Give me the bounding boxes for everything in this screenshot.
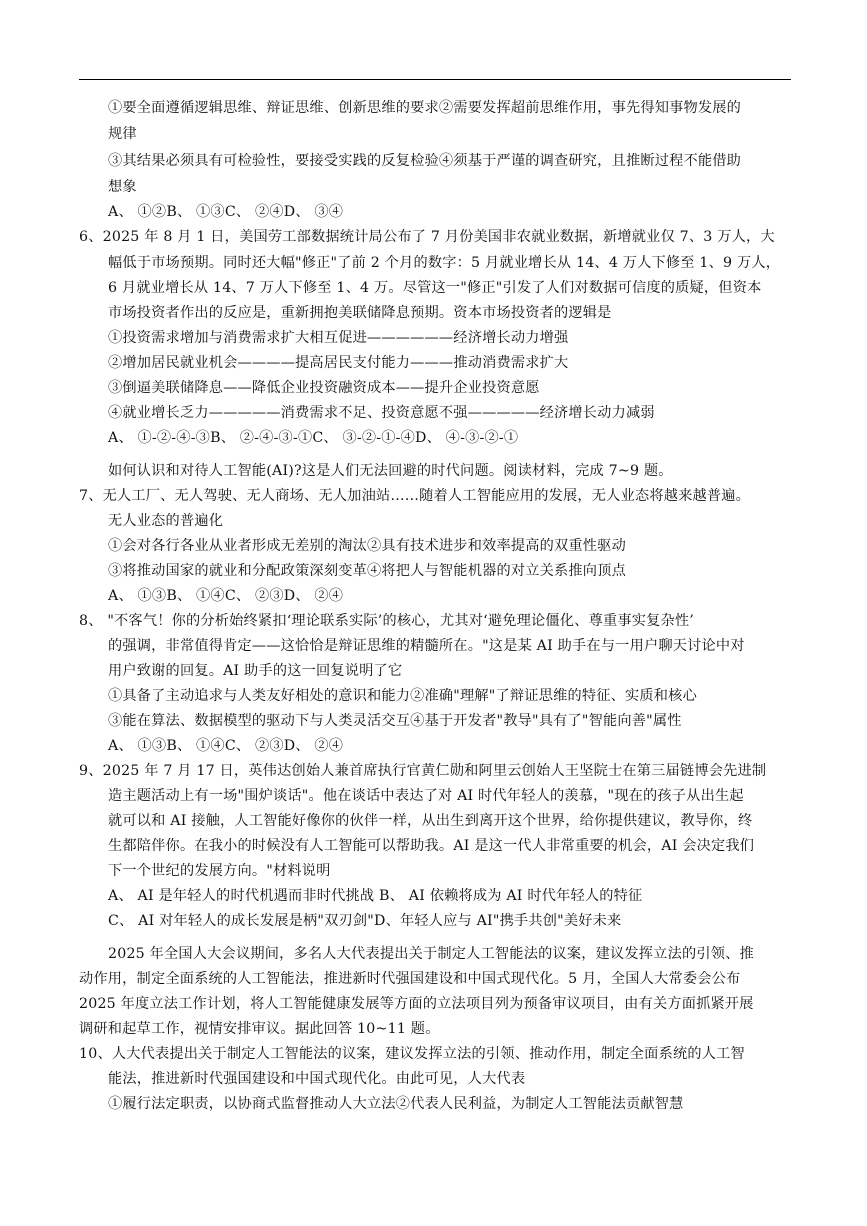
q5-option-line-2-cont: 想象 — [108, 179, 137, 195]
q6-stem-line-4: 市场投资者作出的反应是，重新拥抱美联储降息预期。资本市场投资者的逻辑是 — [108, 305, 612, 321]
q5-answer-choices: A、 ①②B、 ①③C、 ②④D、 ③④ — [108, 204, 344, 220]
q8-stem-line-1: 8、 "不客气！你的分析始终紧扣‘理论联系实际’的核心，尤其对‘避免理论僵化、尊重事实复杂性’ — [79, 613, 695, 629]
material-intro-7-9: 如何认识和对待人工智能(AI)?这是人们无法回避的时代问题。阅读材料，完成 7~9 题。 — [108, 463, 673, 479]
q7-options-line-2: ③将推动国家的就业和分配政策深刻变革④将把人与智能机器的对立关系推向顶点 — [108, 563, 626, 579]
material-intro-10-11-line-1: 2025 年全国人大会议期间，多名人大代表提出关于制定人工智能法的议案，建议发挥立法的引领、推 — [108, 946, 754, 962]
q9-stem-line-1: 9、2025 年 7 月 17 日，英伟达创始人兼首席执行官黄仁勋和阿里云创始人王坚院士在第三届链博会先进制 — [79, 763, 767, 779]
q7-stem-line-2: 无人业态的普遍化 — [108, 513, 224, 529]
q5-option-line-1: ①要全面遵循逻辑思维、辩证思维、创新思维的要求②需要发挥超前思维作用，事先得知事物发展的 — [108, 100, 742, 116]
q6-stem-line-1: 6、2025 年 8 月 1 日，美国劳工部数据统计局公布了 7 月份美国非农就业数据，新增就业仅 7、3 万人，大 — [79, 229, 775, 245]
q6-option-4: ④就业增长乏力—————消费需求不足、投资意愿不强—————经济增长动力减弱 — [108, 405, 655, 421]
q5-option-line-1-cont: 规律 — [108, 126, 137, 142]
q6-stem-line-2: 幅低于市场预期。同时还大幅"修正"了前 2 个月的数字：5 月就业增长从 14、4 万人下修至 1、9 万人， — [108, 255, 781, 271]
q9-stem-line-2: 造主题活动上有一场"围炉谈话"。他在谈话中表达了对 AI 时代年轻人的羡慕，"现在的孩子从出生起 — [108, 788, 744, 804]
material-intro-10-11-line-4: 调研和起草工作，视情安排审议。据此回答 10~11 题。 — [79, 1021, 440, 1037]
material-intro-10-11-line-2: 动作用，制定全面系统的人工智能法，推进新时代强国建设和中国式现代化。5 月，全国人大常委会公布 — [79, 971, 741, 987]
q6-option-2: ②增加居民就业机会————提高居民支付能力———推动消费需求扩大 — [108, 355, 569, 371]
q6-stem-line-3: 6 月就业增长从 14、7 万人下修至 1、4 万。尽管这一"修正"引发了人们对数据可信度的质疑，但资本 — [108, 280, 762, 296]
q8-options-line-2: ③能在算法、数据模型的驱动下与人类灵活交互④基于开发者"教导"具有了"智能向善"属性 — [108, 713, 682, 729]
q6-answer-choices: A、 ①-②-④-③B、 ②-④-③-①C、 ③-②-①-④D、 ④-③-②-① — [108, 430, 519, 446]
q5-option-line-2: ③其结果必须具有可检验性，要接受实践的反复检验④须基于严谨的调查研究，且推断过程不能借助 — [108, 153, 742, 169]
q9-stem-line-5: 下一个世纪的发展方向。"材料说明 — [108, 863, 331, 879]
q9-answer-choices-cd: C、 AI 对年轻人的成长发展是柄"双刃剑"D、年轻人应与 AI"携手共创"美好未来 — [108, 913, 622, 929]
q9-stem-line-3: 就可以和 AI 接触，人工智能好像你的伙伴一样，从出生到离开这个世界，给你提供建议，教导你，终 — [108, 813, 753, 829]
q8-options-line-1: ①具备了主动追求与人类友好相处的意识和能力②准确"理解"了辩证思维的特征、实质和核心 — [108, 688, 697, 704]
q7-options-line-1: ①会对各行各业从业者形成无差别的淘汰②具有技术进步和效率提高的双重性驱动 — [108, 538, 626, 554]
q8-stem-line-3: 用户致谢的回复。AI 助手的这一回复说明了它 — [108, 663, 403, 679]
q6-option-3: ③倒逼美联储降息——降低企业投资融资成本——提升企业投资意愿 — [108, 380, 540, 396]
q10-stem-line-1: 10、人大代表提出关于制定人工智能法的议案，建议发挥立法的引领、推动作用，制定全面系统的人工智 — [79, 1046, 745, 1062]
q9-answer-choices-ab: A、 AI 是年轻人的时代机遇而非时代挑战 B、 AI 依赖将成为 AI 时代年轻人的特征 — [108, 888, 643, 904]
q6-option-1: ①投资需求增加与消费需求扩大相互促进——————经济增长动力增强 — [108, 330, 569, 346]
material-intro-10-11-line-3: 2025 年度立法工作计划，将人工智能健康发展等方面的立法项目列为预备审议项目，由有关方面抓紧开展 — [79, 996, 754, 1012]
q8-answer-choices: A、 ①③B、 ①④C、 ②③D、 ②④ — [108, 738, 344, 754]
header-rule — [79, 79, 791, 80]
q10-stem-line-2: 能法，推进新时代强国建设和中国式现代化。由此可见，人大代表 — [108, 1071, 526, 1087]
q7-stem-line-1: 7、无人工厂、无人驾驶、无人商场、无人加油站……随着人工智能应用的发展，无人业态将越来越普遍。 — [79, 488, 751, 504]
q9-stem-line-4: 生都陪伴你。在我小的时候没有人工智能可以帮助我。AI 是这一代人非常重要的机会，AI 会决定我们 — [108, 838, 755, 854]
q8-stem-line-2: 的强调，非常值得肯定——这恰恰是辩证思维的精髓所在。"这是某 AI 助手在与一用户聊天讨论中对 — [108, 638, 745, 654]
q7-answer-choices: A、 ①③B、 ①④C、 ②③D、 ②④ — [108, 588, 344, 604]
q10-options-line-1: ①履行法定职责，以协商式监督推动人大立法②代表人民利益，为制定人工智能法贡献智慧 — [108, 1096, 684, 1112]
